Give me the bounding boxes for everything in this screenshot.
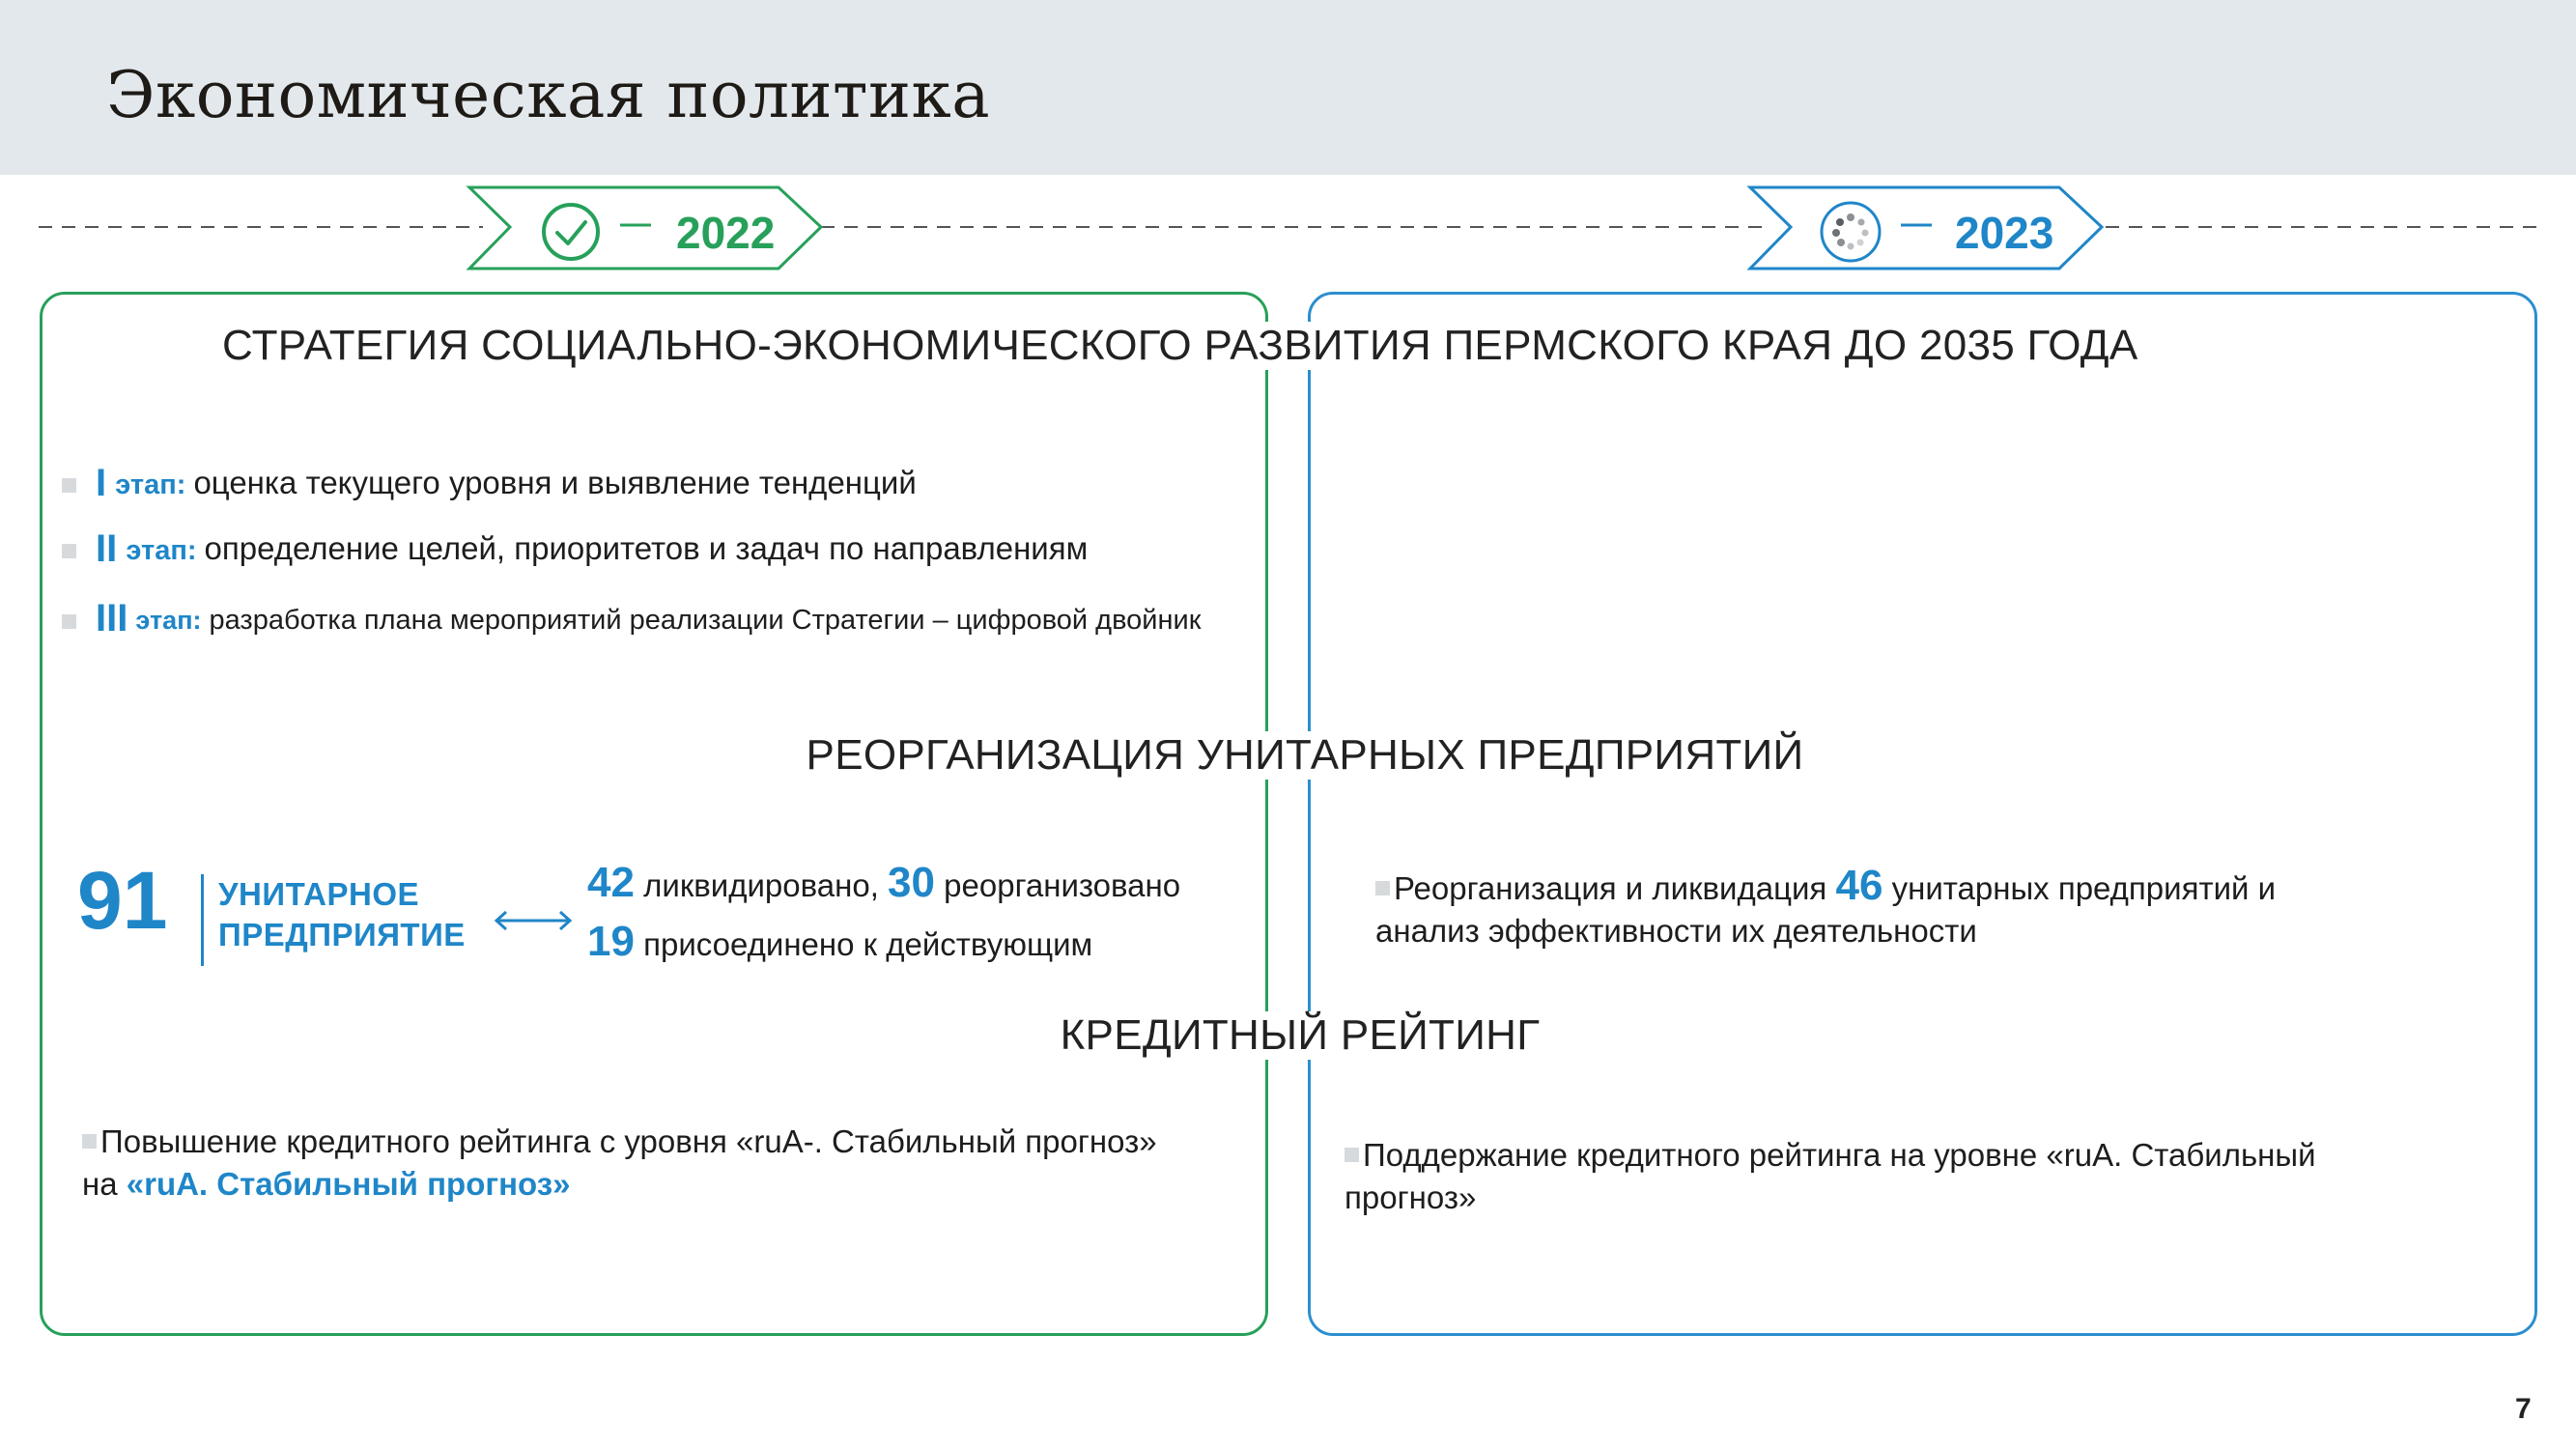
unitary-label xyxy=(218,874,466,955)
reorg-2023-line2: анализ эффективности их деятельности xyxy=(1375,913,1977,949)
bullet-square-icon xyxy=(1345,1148,1359,1162)
stage-word: этап: xyxy=(135,606,202,635)
bullet-square-icon xyxy=(62,614,76,629)
unitary-label-line1: УНИТАРНОЕ xyxy=(218,876,420,912)
liquidated-number: 42 xyxy=(587,859,635,906)
double-arrow-icon xyxy=(491,906,576,935)
credit-2023-text xyxy=(1345,1134,2504,1219)
credit-2022-prefix: на xyxy=(82,1166,118,1202)
stage-2-item xyxy=(62,527,1088,571)
bullet-square-icon xyxy=(62,544,76,558)
credit-2022-text xyxy=(82,1121,1251,1206)
unitary-total-number: 91 xyxy=(77,855,168,946)
stage-text: определение целей, приоритетов и задач по направлениям xyxy=(204,530,1089,566)
credit-2023-line1-text: Поддержание кредитного рейтинга на уровне «ruA. Стабильный xyxy=(1363,1137,2316,1173)
reorg-text-after: унитарных предприятий и xyxy=(1891,870,2277,906)
credit-2023-line2: прогноз» xyxy=(1345,1179,1477,1215)
year-2023-label: 2023 xyxy=(1955,208,2054,258)
stage-roman: I xyxy=(96,462,107,504)
page-title: Экономическая политика xyxy=(106,58,991,132)
stage-text: разработка плана мероприятий реализации Стратегии – цифровой двойник xyxy=(209,605,1202,636)
unitary-label-line2: ПРЕДПРИЯТИЕ xyxy=(218,917,466,952)
stage-text: оценка текущего уровня и выявление тенденций xyxy=(193,465,917,500)
stage-1-item xyxy=(62,462,917,505)
credit-2022-line1 xyxy=(82,1121,1251,1163)
reorganized-number: 30 xyxy=(888,859,935,906)
section-title-reorganization: РЕОРГАНИЗАЦИЯ УНИТАРНЫХ ПРЕДПРИЯТИЙ xyxy=(763,731,1847,780)
joined-number: 19 xyxy=(587,918,635,965)
stage-word: этап: xyxy=(126,535,197,566)
stats-line-2 xyxy=(587,914,1180,973)
page-number: 7 xyxy=(2515,1393,2532,1425)
bullet-square-icon xyxy=(62,478,76,493)
section-title-strategy: СТРАТЕГИЯ СОЦИАЛЬНО-ЭКОНОМИЧЕСКОГО РАЗВИТИЯ ПЕРМСКОГО КРАЯ ДО 2035 ГОДА xyxy=(207,322,2111,370)
reorganization-stats xyxy=(587,855,1180,973)
credit-2022-highlight: «ruA. Стабильный прогноз» xyxy=(126,1166,571,1202)
reorganization-2023-text xyxy=(1375,862,2496,952)
reorg-46-number: 46 xyxy=(1835,862,1883,909)
header-bar xyxy=(0,0,2576,175)
bullet-square-icon xyxy=(1375,881,1390,895)
liquidated-text: ликвидировано, xyxy=(643,867,879,903)
timeline-marker-2023 xyxy=(1750,187,2102,269)
stage-roman: III xyxy=(96,597,128,639)
section-title-credit: КРЕДИТНЫЙ РЕЙТИНГ xyxy=(1024,1011,1576,1060)
timeline xyxy=(0,184,2576,280)
divider-line xyxy=(201,874,204,966)
credit-2022-line1-text: Повышение кредитного рейтинга с уровня «ruA-. Стабильный прогноз» xyxy=(100,1123,1157,1159)
stage-3-item xyxy=(62,597,1201,640)
joined-text: присоединено к действующим xyxy=(643,926,1093,962)
reorg-2023-line1 xyxy=(1375,862,2496,910)
stage-word: этап: xyxy=(115,469,186,500)
reorg-text-before: Реорганизация и ликвидация xyxy=(1394,870,1827,906)
credit-2022-line2 xyxy=(82,1163,1251,1206)
reorganized-text: реорганизовано xyxy=(944,867,1181,903)
stage-roman: II xyxy=(96,527,118,570)
bullet-square-icon xyxy=(82,1134,97,1149)
year-2022-label: 2022 xyxy=(676,208,776,258)
timeline-marker-2022 xyxy=(469,187,821,269)
stats-line-1 xyxy=(587,855,1180,914)
credit-2023-line1 xyxy=(1345,1134,2504,1177)
